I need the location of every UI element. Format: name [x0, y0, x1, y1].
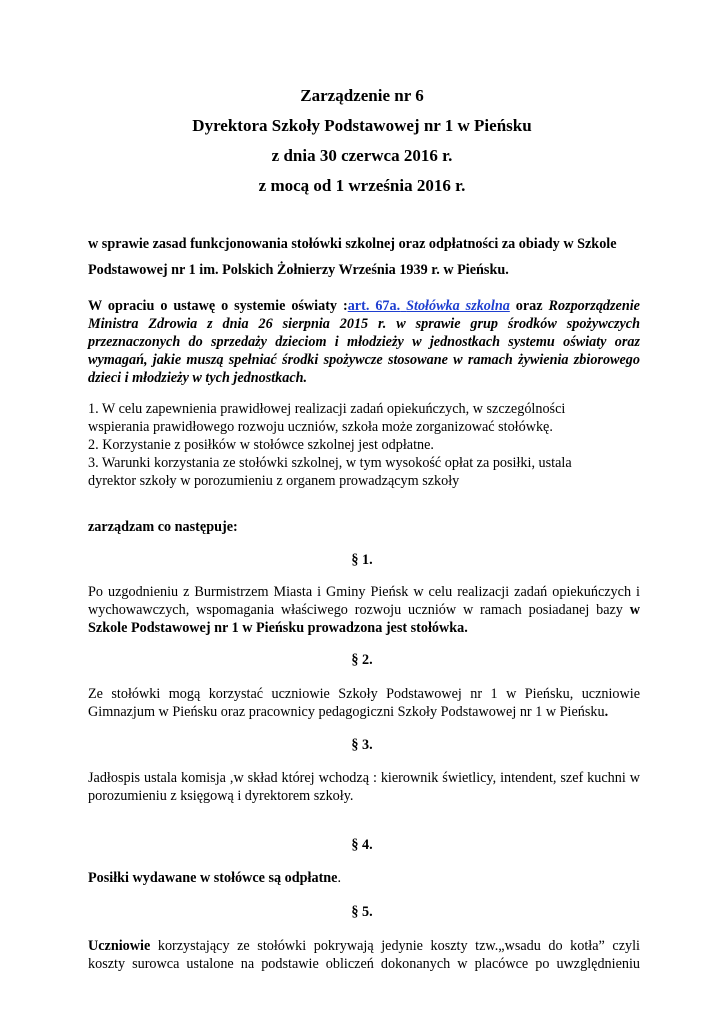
- section-1-body: Po uzgodnieniu z Burmistrzem Miasta i Gminy Pieńsk w celu realizacji zadań opiekuńczych i wychowawczych, wspomagania właściwego rozwoju uczniów w ramach posiadanej bazy: [88, 584, 640, 618]
- section-4-end: .: [337, 870, 342, 886]
- legal-basis-conjunction: oraz: [509, 298, 549, 314]
- section-2-heading: § 2.: [351, 652, 373, 668]
- section-1-text: [88, 583, 640, 637]
- section-5-body: korzystający ze stołówki pokrywają jedynie koszty tzw.„wsadu do kotła” czyli koszty surowca ustalone na podstawie obliczeń dokonanych w placówce po uwzględnieniu: [88, 938, 640, 972]
- section-3-text: Jadłospis ustala komisja ,w skład której wchodzą : kierownik świetlicy, intendent, szef kuchni w porozumieniu z księgową i dyrektorem szkoły.: [88, 770, 640, 804]
- statute-article-title: Stołówka szkolna: [406, 298, 510, 314]
- section-4-text: [88, 869, 640, 887]
- subject-line-1: w sprawie zasad funkcjonowania stołówki szkolnej oraz odpłatności za obiady w Szkole: [88, 236, 617, 252]
- section-4-bold: Posiłki wydawane w stołówce są odpłatne: [88, 870, 338, 886]
- section-2-text: [88, 685, 640, 721]
- doc-title-line-4: z mocą od 1 września 2016 r.: [258, 176, 466, 195]
- point-2: 2. Korzystanie z posiłków w stołówce szkolnej jest odpłatne.: [88, 437, 434, 453]
- section-1-heading: § 1.: [351, 552, 373, 568]
- section-4-heading: § 4.: [351, 837, 373, 853]
- points-list: [88, 400, 640, 490]
- section-2-bold-end: .: [604, 704, 609, 720]
- section-1-bold: w Szkole Podstawowej nr 1 w Pieńsku prowadzona jest stołówka.: [88, 602, 640, 636]
- legal-basis-prefix: W opraciu o ustawę o systemie oświaty :: [88, 298, 348, 314]
- point-3-line-2: dyrektor szkoły w porozumieniu z organem prowadzącym szkoły: [88, 473, 460, 489]
- doc-title-line-2: Dyrektora Szkoły Podstawowej nr 1 w Pieńsku: [192, 116, 532, 135]
- statute-article-link[interactable]: [348, 298, 510, 314]
- subject-paragraph: [88, 231, 640, 283]
- statute-article-number: art. 67a.: [347, 298, 401, 314]
- regulation-reference: Rozporządzenie Ministra Zdrowia z dnia 26 sierpnia 2015 r. w sprawie grup środków spożywczych przeznaczonych do sprzedaży dzieciom i młodzieży w jednostkach systemu oświaty oraz wymagań, jakie muszą spełniać środki spożywcze stosowane w ramach żywienia zbiorowego dzieci i młodzieży w tych jednostkach.: [88, 298, 640, 386]
- point-3-line-1: 3. Warunki korzystania ze stołówki szkolnej, w tym wysokość opłat za posiłki, ustala: [88, 455, 572, 471]
- point-1-line-1: 1. W celu zapewnienia prawidłowej realizacji zadań opiekuńczych, w szczególności: [88, 401, 566, 417]
- doc-title-line-3: z dnia 30 czerwca 2016 r.: [271, 146, 453, 165]
- section-5-heading: § 5.: [351, 904, 373, 920]
- section-5-bold-start: Uczniowie: [88, 938, 151, 954]
- doc-title-line-1: Zarządzenie nr 6: [300, 86, 424, 105]
- section-3-heading: § 3.: [351, 737, 373, 753]
- point-1-line-2: wspierania prawidłowego rozwoju uczniów, szkoła może zorganizować stołówkę.: [88, 419, 553, 435]
- section-2-body: Ze stołówki mogą korzystać uczniowie Szkoły Podstawowej nr 1 w Pieńsku, uczniowie Gimnazjum w Pieńsku oraz pracownicy pedagogiczni Szkoły Podstawowej nr 1 w Pieńsku: [88, 686, 640, 720]
- subject-line-2: Podstawowej nr 1 im. Polskich Żołnierzy Września 1939 r. w Pieńsku.: [88, 262, 509, 278]
- ordering-clause: zarządzam co następuje:: [88, 519, 238, 535]
- legal-basis-paragraph: [88, 297, 640, 387]
- section-5-text: [88, 937, 640, 973]
